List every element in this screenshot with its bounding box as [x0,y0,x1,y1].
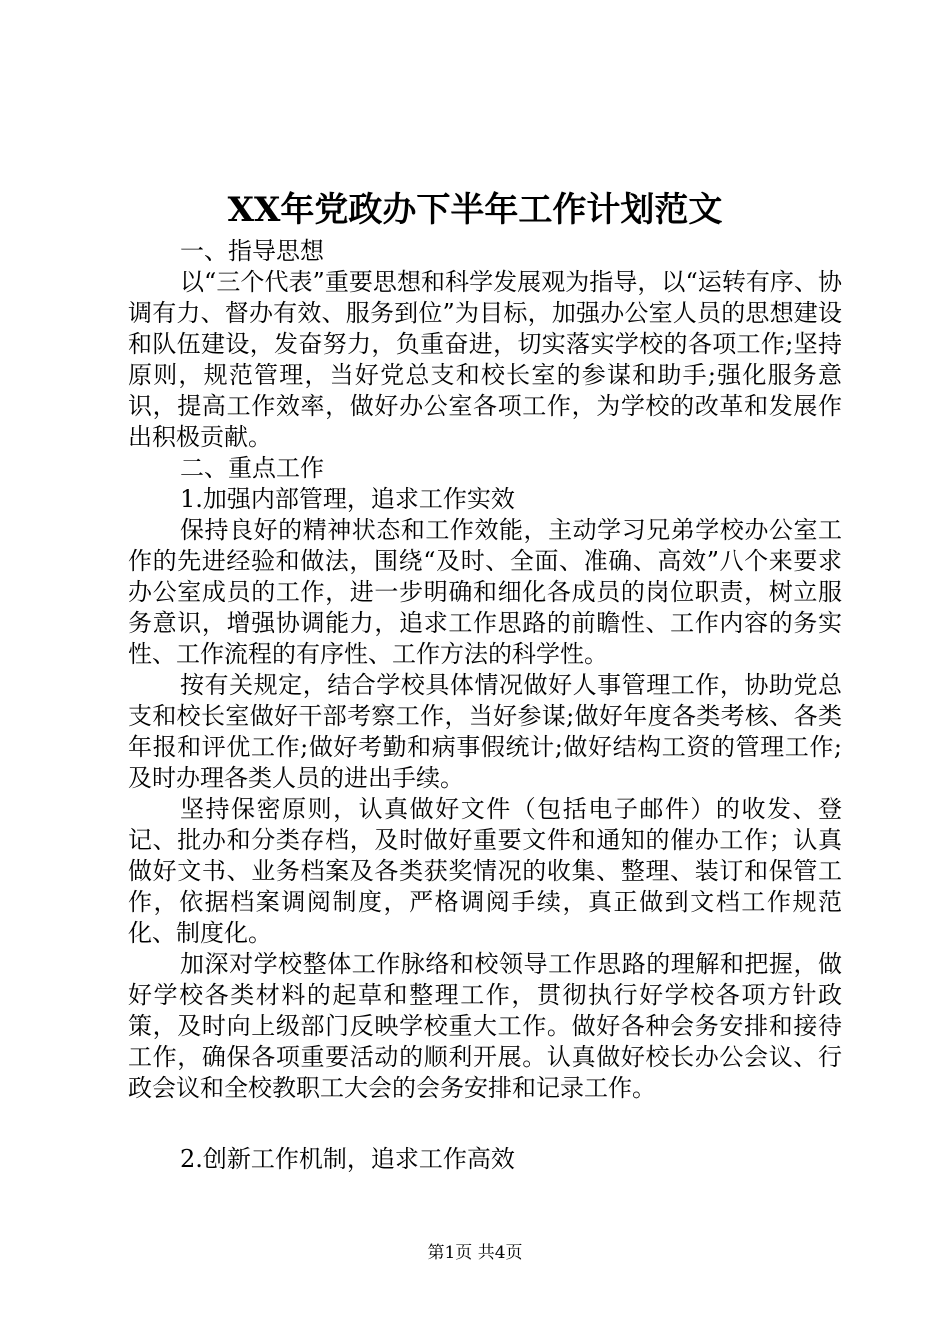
heading-key-work: 二、重点工作 [180,454,324,482]
paragraph-materials-and-meetings: 加深对学校整体工作脉络和校领导工作思路的理解和把握，做好学校各类材料的起草和整理工作，贯彻执行好学校各项方针政策，及时向上级部门反映学校重大工作。做好各种会务安排和接待工作，确保各项重要活动的顺利开展。认真做好校长办公会议、行政会议和全校教职工大会的会务安排和记录工作。 [128,950,842,1102]
page-number-footer: 第1页 共4页 [427,1243,523,1263]
document-body [128,236,842,1175]
subheading-internal-management: 1.加强内部管理，追求工作实效 [180,485,515,513]
subheading-innovation: 2.创新工作机制，追求工作高效 [180,1145,515,1173]
paragraph-personnel-management: 按有关规定，结合学校具体情况做好人事管理工作，协助党总支和校长室做好干部考察工作，当好参谋;做好年度各类考核、各类年报和评优工作;做好考勤和病事假统计;做好结构工资的管理工作;及时办理各类人员的进出手续。 [128,671,842,792]
document-title: XX年党政办下半年工作计划范文 [227,190,723,230]
paragraph-spacer [128,1104,842,1144]
paragraph-confidentiality: 坚持保密原则，认真做好文件（包括电子邮件）的收发、登记、批办和分类存档，及时做好重要文件和通知的催办工作；认真做好文书、业务档案及各类获奖情况的收集、整理、装订和保管工作，依据档案调阅制度，严格调阅手续，真正做到文档工作规范化、制度化。 [128,795,842,947]
heading-guiding-ideology: 一、指导思想 [180,237,324,265]
paragraph-work-efficiency: 保持良好的精神状态和工作效能，主动学习兄弟学校办公室工作的先进经验和做法，围绕“及时、全面、准确、高效”八个来要求办公室成员的工作，进一步明确和细化各成员的岗位职责，树立服务意识，增强协调能力，追求工作思路的前瞻性、工作内容的务实性、工作流程的有序性、工作方法的科学性。 [128,516,842,668]
paragraph-guiding-ideology: 以“三个代表”重要思想和科学发展观为指导，以“运转有序、协调有力、督办有效、服务到位”为目标，加强办公室人员的思想建设和队伍建设，发奋努力，负重奋进，切实落实学校的各项工作;坚持原则，规范管理，当好党总支和校长室的参谋和助手;强化服务意识，提高工作效率，做好办公室各项工作，为学校的改革和发展作出积极贡献。 [128,268,842,451]
